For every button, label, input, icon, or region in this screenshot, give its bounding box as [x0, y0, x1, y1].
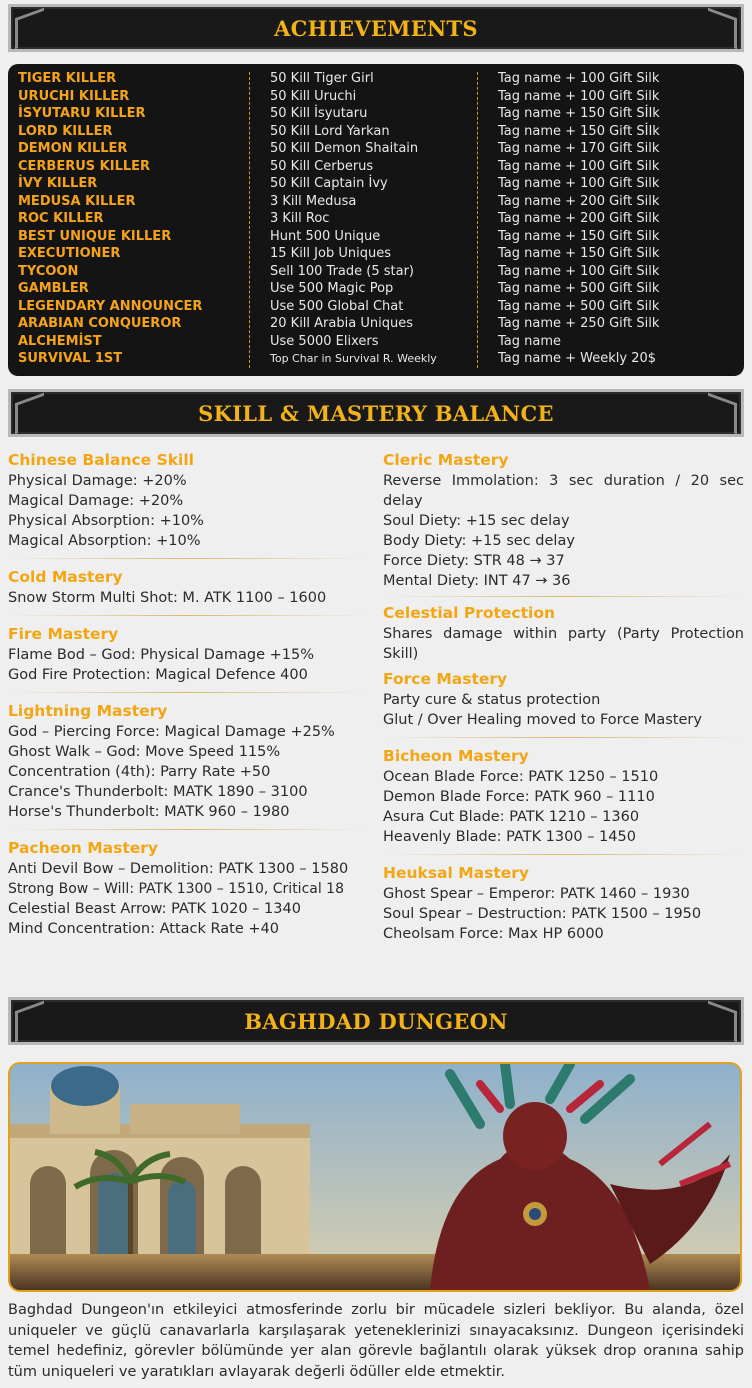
mastery-line: Cheolsam Force: Max HP 6000: [383, 926, 604, 942]
mastery-title: Chinese Balance Skill: [8, 451, 194, 469]
mastery-left-column: [8, 449, 366, 939]
achievement-reward: Tag name: [498, 333, 562, 349]
mastery-line: Horse's Thunderbolt: MATK 960 – 1980: [8, 804, 290, 820]
mastery-line: God – Piercing Force: Magical Damage +25%: [8, 724, 335, 740]
achievement-reward: Tag name + 100 Gift Silk: [498, 71, 660, 86]
mastery-line: Physical Damage: +20%: [8, 473, 187, 489]
achievement-name: MEDUSA KILLER: [18, 193, 136, 209]
achievement-reward: Tag name + Weekly 20$: [498, 351, 657, 366]
baghdad-description: Baghdad Dungeon'ın etkileyici atmosferinde zorlu bir mücadele sizleri bekliyor. Bu alanda, özel uniqueler ve güçlü canavarlarla karşılaşarak yeteneklerinizi sınayacaksınız. Dungeon içerisindeki temel hedefiniz, görevler bölümünde yer alan görevle bağlantılı olarak yüksek drop oranına sahip tüm uniqueleri ve yaratıkları avlayarak değerli ödüller elde etmektir.: [8, 1302, 744, 1380]
achievement-name: CERBERUS KILLER: [18, 158, 151, 174]
achievement-reward: Tag name + 500 Gift Silk: [498, 298, 660, 314]
mastery-title: Celestial Protection: [383, 604, 555, 622]
achievement-name: SURVIVAL 1ST: [18, 351, 123, 366]
mastery-line: Demon Blade Force: PATK 960 – 1110: [383, 789, 655, 805]
achievement-requirement: 3 Kill Medusa: [270, 193, 357, 209]
banner-corner-ornament: [15, 1001, 44, 1043]
mastery-line: Force Diety: STR 48 → 37: [383, 553, 565, 569]
divider: [383, 596, 744, 597]
achievement-reward: Tag name + 170 Gift Silk: [498, 141, 660, 156]
mastery-block-cleric: [383, 449, 744, 591]
mastery-title: Pacheon Mastery: [8, 839, 158, 857]
achievement-name: GAMBLER: [18, 281, 89, 296]
achievement-name: TYCOON: [18, 263, 79, 279]
achievement-requirement: Top Char in Survival R. Weekly: [270, 352, 437, 365]
mastery-line: Ghost Walk – God: Move Speed 115%: [8, 744, 281, 760]
achievement-names-column: [18, 70, 243, 368]
mastery-line: Soul Spear – Destruction: PATK 1500 – 1950: [383, 906, 702, 922]
mastery-title: Cleric Mastery: [383, 451, 509, 469]
column-divider: [477, 72, 478, 368]
achievement-name: ALCHEMİST: [18, 333, 102, 349]
banner-corner-ornament: [708, 1001, 737, 1043]
achievement-name: URUCHI KILLER: [18, 88, 130, 104]
mastery-line: Asura Cut Blade: PATK 1210 – 1360: [383, 809, 640, 825]
mastery-right-column: [383, 449, 744, 944]
mastery-line: Crance's Thunderbolt: MATK 1890 – 3100: [8, 784, 308, 800]
achievement-name: İSYUTARU KILLER: [18, 106, 146, 121]
achievement-requirement: 20 Kill Arabia Uniques: [270, 316, 413, 331]
banner-corner-ornament: [15, 393, 44, 435]
achievement-reward: Tag name + 100 Gift Silk: [498, 263, 660, 279]
mastery-line: Body Diety: +15 sec delay: [383, 533, 575, 549]
mastery-line: Heavenly Blade: PATK 1300 – 1450: [383, 829, 636, 845]
achievement-name: BEST UNIQUE KILLER: [18, 228, 172, 244]
achievement-name: LORD KILLER: [18, 123, 113, 139]
mastery-line: Soul Diety: +15 sec delay: [383, 513, 570, 529]
mastery-title: Heuksal Mastery: [383, 864, 530, 882]
mastery-line: Mind Concentration: Attack Rate +40: [8, 921, 279, 937]
mastery-block-celestial: [383, 602, 744, 664]
mastery-line: Shares damage within party (Party Protection Skill): [383, 626, 744, 662]
mastery-title: Bicheon Mastery: [383, 747, 529, 765]
mastery-block-fire: [8, 623, 366, 685]
banner-corner-ornament: [708, 8, 737, 50]
achievement-requirement: Use 5000 Elixers: [270, 333, 379, 349]
achievement-reward: Tag name + 250 Gift Silk: [498, 316, 660, 331]
achievement-rewards-column: [498, 70, 738, 368]
mastery-line: God Fire Protection: Magical Defence 400: [8, 667, 308, 683]
mastery-line: Magical Absorption: +10%: [8, 533, 201, 549]
achievement-requirement: 50 Kill Tiger Girl: [270, 71, 374, 86]
achievement-requirement: 50 Kill Captain İvy: [270, 176, 388, 191]
achievement-name: ARABIAN CONQUEROR: [18, 316, 182, 331]
achievement-name: TIGER KILLER: [18, 71, 117, 86]
achievement-requirement: 15 Kill Job Uniques: [270, 246, 391, 261]
mastery-line: Celestial Beast Arrow: PATK 1020 – 1340: [8, 901, 301, 917]
mastery-block-cold: [8, 566, 366, 608]
achievement-reward: Tag name + 200 Gift Silk: [498, 211, 660, 226]
mastery-block-bicheon: [383, 745, 744, 847]
achievement-name: DEMON KILLER: [18, 141, 128, 156]
baghdad-dungeon-image: [8, 1062, 742, 1292]
mastery-title: Fire Mastery: [8, 625, 119, 643]
achievement-reward: Tag name + 100 Gift Silk: [498, 158, 660, 174]
achievement-requirement: 50 Kill Demon Shaitain: [270, 141, 419, 156]
achievement-requirement: Sell 100 Trade (5 star): [270, 263, 415, 279]
baghdad-banner: [8, 997, 744, 1045]
achievement-reward: Tag name + 150 Gift SİIk: [498, 123, 660, 139]
mastery-line: Reverse Immolation: 3 sec duration / 20 sec delay: [383, 473, 744, 509]
mastery-line: Glut / Over Healing moved to Force Mastery: [383, 712, 702, 728]
mastery-line: Mental Diety: INT 47 → 36: [383, 573, 571, 589]
banner-corner-ornament: [708, 393, 737, 435]
achievement-reward: Tag name + 100 Gift Silk: [498, 88, 660, 104]
section-title: SKILL & MASTERY BALANCE: [198, 400, 554, 426]
mastery-line: Concentration (4th): Parry Rate +50: [8, 764, 271, 780]
achievement-requirement: Hunt 500 Unique: [270, 228, 381, 244]
achievement-reward: Tag name + 150 Gift Silk: [498, 246, 660, 261]
dungeon-scene-illustration: [10, 1064, 740, 1290]
achievement-requirement: 3 Kill Roc: [270, 211, 330, 226]
mastery-block-force: [383, 668, 744, 730]
achievement-requirement: 50 Kill İsyutaru: [270, 106, 368, 121]
mastery-title: Lightning Mastery: [8, 702, 168, 720]
mastery-line: Anti Devil Bow – Demolition: PATK 1300 – 1580: [8, 861, 349, 877]
mastery-line: Strong Bow – Will: PATK 1300 – 1510, Critical 18: [8, 881, 344, 897]
achievement-name: İVY KILLER: [18, 176, 98, 191]
section-title: BAGHDAD DUNGEON: [244, 1008, 508, 1034]
achievement-name: ROC KILLER: [18, 211, 104, 226]
achievement-requirements-column: [270, 70, 470, 368]
mastery-line: Physical Absorption: +10%: [8, 513, 204, 529]
mastery-line: Flame Bod – God: Physical Damage +15%: [8, 647, 314, 663]
achievement-name: EXECUTIONER: [18, 246, 121, 261]
divider: [8, 615, 366, 616]
mastery-block-heuksal: [383, 862, 744, 944]
achievement-requirement: 50 Kill Uruchi: [270, 88, 357, 104]
divider: [383, 737, 744, 738]
mastery-line: Ocean Blade Force: PATK 1250 – 1510: [383, 769, 659, 785]
section-title: ACHIEVEMENTS: [274, 15, 478, 41]
divider: [8, 692, 366, 693]
achievements-banner: [8, 4, 744, 52]
mastery-title: Force Mastery: [383, 670, 508, 688]
achievements-table: [8, 64, 744, 376]
achievement-requirement: Use 500 Magic Pop: [270, 281, 394, 296]
achievement-requirement: 50 Kill Lord Yarkan: [270, 123, 390, 139]
mastery-line: Party cure & status protection: [383, 692, 601, 708]
achievement-reward: Tag name + 500 Gift Silk: [498, 281, 660, 296]
column-divider: [249, 72, 250, 368]
mastery-block-chinese: [8, 449, 366, 551]
mastery-title: Cold Mastery: [8, 568, 123, 586]
divider: [8, 829, 366, 830]
mastery-line: Snow Storm Multi Shot: M. ATK 1100 – 1600: [8, 590, 327, 606]
mastery-line: Ghost Spear – Emperor: PATK 1460 – 1930: [383, 886, 690, 902]
achievement-requirement: Use 500 Global Chat: [270, 298, 404, 314]
achievement-reward: Tag name + 150 Gift Silk: [498, 228, 660, 244]
achievement-requirement: 50 Kill Cerberus: [270, 158, 374, 174]
achievement-reward: Tag name + 100 Gift Silk: [498, 176, 660, 191]
banner-corner-ornament: [15, 8, 44, 50]
mastery-block-lightning: [8, 700, 366, 822]
mastery-block-pacheon: [8, 837, 366, 939]
achievement-reward: Tag name + 200 Gift Silk: [498, 193, 660, 209]
mastery-line: Magical Damage: +20%: [8, 493, 184, 509]
achievement-reward: Tag name + 150 Gift SİIk: [498, 106, 660, 121]
divider: [383, 854, 744, 855]
achievement-name: LEGENDARY ANNOUNCER: [18, 298, 203, 314]
skill-mastery-banner: [8, 389, 744, 437]
divider: [8, 558, 366, 559]
